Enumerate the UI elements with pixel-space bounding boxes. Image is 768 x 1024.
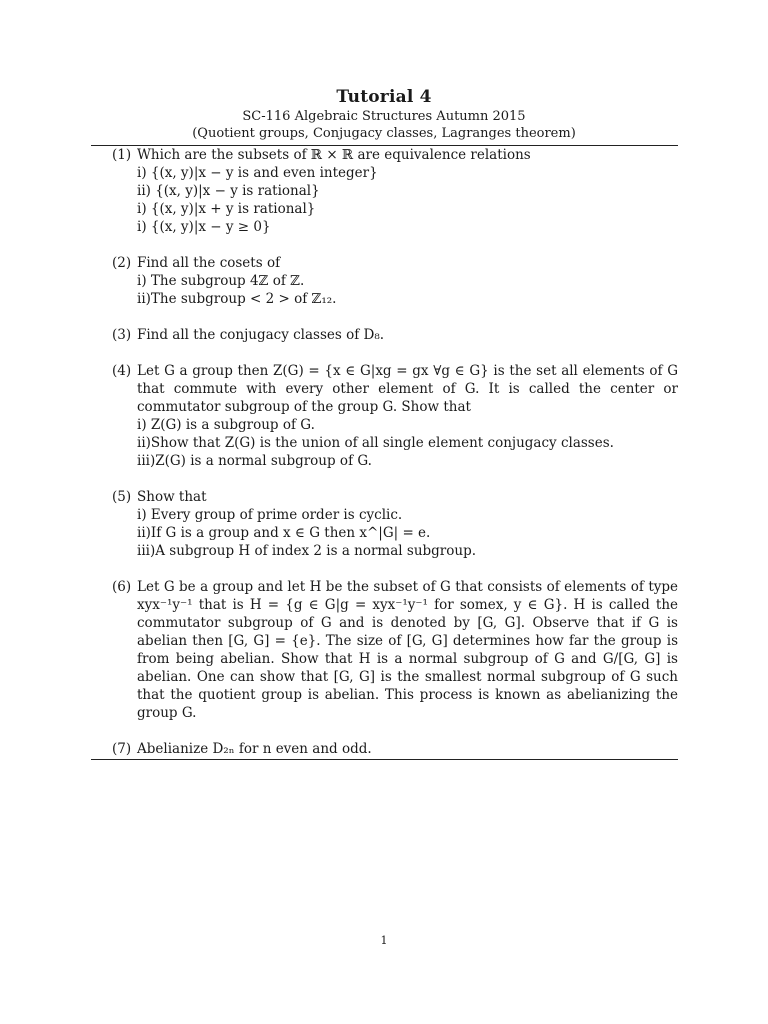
problem-list (91, 146, 678, 776)
course-subtitle: SC-116 Algebraic Structures Autumn 2015 (242, 109, 526, 124)
bottom-divider (91, 759, 678, 760)
problem-number: (2) (112, 255, 132, 271)
problem-line: i) Every group of prime order is cyclic. (137, 507, 403, 523)
problem-line: ii)Show that Z(G) is the union of all single element conjugacy classes. (137, 435, 614, 451)
problem-6 (91, 578, 678, 722)
problem-1 (91, 146, 678, 236)
problem-line: ii) {(x, y)|x − y is rational} (137, 183, 320, 199)
problem-paragraph: Let G be a group and let H be the subset of G that consists of elements of type xyx⁻¹y⁻¹ that is H = {g ∈ G|g = xyx⁻¹y⁻¹ for somex, y ∈ G}. H is called the commutator subgroup of G and is denoted by [G, G]. Observe that if G is abelian then [G, G] = {e}. The size of [G, G] determines how far the group is from being abelian. Show that H is a normal subgroup of G and G/[G, G] is abelian. One can show that [G, G] is the smallest normal subgroup of G such that the quotient group is abelian. This process is known as abelianizing the group G. (137, 579, 678, 721)
topics-subtitle: (Quotient groups, Conjugacy classes, Lagranges theorem) (192, 126, 576, 141)
page-number: 1 (380, 934, 388, 947)
problem-line: Which are the subsets of ℝ × ℝ are equivalence relations (137, 147, 531, 163)
problem-2 (91, 254, 678, 308)
problem-line: ii)If G is a group and x ∈ G then x^|G| = e. (137, 525, 431, 541)
problem-line: Find all the cosets of (137, 255, 281, 271)
problem-line: i) Z(G) is a subgroup of G. (137, 417, 315, 433)
problem-7 (91, 740, 678, 758)
problem-3 (91, 326, 678, 344)
problem-number: (5) (112, 489, 132, 505)
problem-4 (91, 362, 678, 470)
problem-line: i) {(x, y)|x − y is and even integer} (137, 165, 378, 181)
problem-number: (1) (112, 147, 132, 163)
page-title: Tutorial 4 (336, 87, 432, 107)
problem-line: ii)The subgroup < 2 > of ℤ₁₂. (137, 291, 337, 307)
problem-number: (7) (112, 741, 132, 757)
problem-line: Abelianize D₂ₙ for n even and odd. (137, 741, 372, 757)
problem-paragraph: Let G a group then Z(G) = {x ∈ G|xg = gx ∀g ∈ G} is the set all elements of G that commute with every other element of G. It is called the center or commutator subgroup of the group G. Show that (137, 363, 678, 415)
problem-line: iii)A subgroup H of index 2 is a normal subgroup. (137, 543, 477, 559)
problem-line: Show that (137, 489, 207, 505)
problem-number: (4) (112, 363, 132, 379)
problem-number: (6) (112, 579, 132, 595)
problem-line: Find all the conjugacy classes of D₈. (137, 327, 385, 343)
problem-line: i) The subgroup 4ℤ of ℤ. (137, 273, 305, 289)
problem-line: iii)Z(G) is a normal subgroup of G. (137, 453, 372, 469)
problem-line: i) {(x, y)|x + y is rational} (137, 201, 316, 217)
problem-5 (91, 488, 678, 560)
problem-line: i) {(x, y)|x − y ≥ 0} (137, 219, 271, 235)
problem-number: (3) (112, 327, 132, 343)
